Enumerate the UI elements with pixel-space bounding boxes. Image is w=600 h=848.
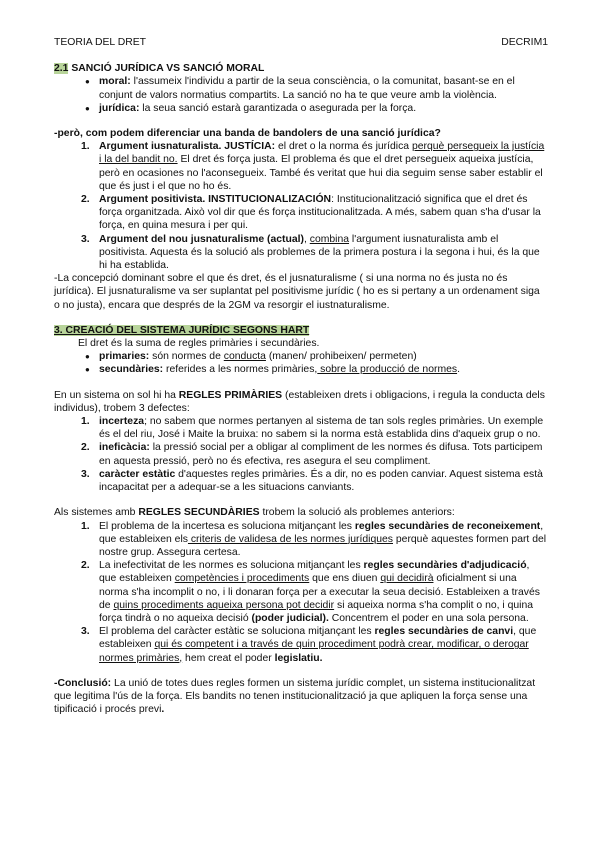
item-bold: Argument positivista. INSTITUCIONALIZACIÓN: [99, 194, 332, 206]
list-item: [81, 520, 548, 560]
list-number: 1.: [81, 520, 90, 532]
item-text: la pressió social per a obligar al compliment de les normes és difusa. Tots participem en aquesta pressió, però no és efectiva, res asegura el seu compliment.: [99, 442, 543, 467]
item-underlined: quins procediments aqueixa persona pot decidir: [113, 599, 335, 611]
sanction-types-list: [54, 75, 548, 115]
solutions-list: [54, 520, 548, 665]
item-bold: legislatiu.: [274, 652, 323, 664]
item-underlined: criteris de validesa de les normes jurídiques: [187, 533, 393, 545]
item-text: , que estableixen els: [99, 520, 544, 545]
list-item: [81, 559, 548, 625]
list-item: [81, 140, 548, 193]
para-text: La unió de totes dues regles formen un sistema jurídic complet, un sistema institucionalitzat que legitima l'ús de la força. Els bandits no tenen institucionalització ja que apliquen la força sense una tipificació i procés previ: [54, 677, 536, 716]
final-conclusion-paragraph: [54, 677, 548, 717]
term-text: (manen/ prohibeixen/ permeten): [265, 351, 417, 363]
question-text: -però, com podem diferenciar una banda de bandolers de una sanció jurídica?: [54, 128, 441, 140]
item-bold: incerteza: [99, 416, 145, 428]
section-2-1-title: [54, 62, 548, 75]
item-text: ; no sabem que normes pertanyen al sistema de tan sols regles primàries. Un exemple és el del riu, José i Maite la bruixa: no sabem si la norma està establida dins d'aqueix grup o no.: [99, 416, 544, 441]
item-text: La inefectivitat de les normes es soluciona mitjançant les: [99, 560, 364, 572]
item-text: , que estableixen: [99, 626, 537, 651]
item-text: d'aquestes regles primàries. És a dir, no es poden canviar. Aquest sistema està incapacitat per a adequar-se a les situacions canviants.: [99, 468, 543, 494]
item-underlined: competències i procediments: [174, 573, 310, 585]
list-number: 1.: [81, 141, 90, 153]
term-label: jurídica:: [99, 102, 140, 114]
item-text: hem creat el poder: [182, 652, 275, 664]
list-item: [99, 75, 548, 101]
term-label: primaries:: [99, 351, 150, 363]
item-bold: regles secundàries de reconeixement: [354, 520, 541, 532]
list-number: 3.: [81, 233, 90, 245]
header-course: TEORIA DEL DRET: [54, 37, 146, 48]
section-3-heading-text: 3. CREACIÓ DEL SISTEMA JURÍDIC SEGONS HART: [54, 324, 310, 336]
rule-types-list: [54, 350, 548, 376]
term-text: la seua sanció estarà garantizada o asegurada per la força.: [139, 102, 417, 114]
item-text: el dret o la norma és jurídica: [275, 141, 412, 153]
term-underlined: conducta: [223, 351, 266, 363]
list-number: 1.: [81, 416, 90, 428]
item-text: que ens diuen: [309, 573, 381, 585]
section-2-1-number: 2.1: [54, 63, 69, 75]
item-bold: regles secundàries d'adjudicació: [363, 560, 527, 572]
item-text: l'argument iusnaturalista amb el positivista. Aquesta és la solució als problemes de la primera postura i la segona i hui, és la que hi ha establida.: [99, 233, 540, 272]
list-item: [81, 415, 548, 441]
para-bold: REGLES SECUNDÀRIES: [138, 507, 260, 519]
term-label: moral:: [99, 76, 131, 88]
item-text: Concentrem el poder en una sola persona.: [328, 612, 529, 624]
item-underlined: qui és competent i a través de quin procediment podrà crear, modificar, o derogar normes primàries,: [99, 639, 529, 664]
section-3-intro: El dret és la suma de regles primàries i secundàries.: [78, 338, 320, 350]
term-text: .: [457, 364, 460, 376]
item-underlined: combina: [309, 233, 350, 245]
item-text: : Institucionalització significa que el dret és força organitzada. Això vol dir que és força institucionalitzada. A més, sabem quan s'ha d'usar la força, en quina mesura i per qui.: [99, 194, 541, 232]
para-text: trobem la solució als problemes anteriors:: [259, 507, 455, 519]
list-item: [81, 441, 548, 467]
item-bold: Argument del nou jusnaturalisme (actual): [99, 233, 304, 245]
item-text: , que estableixen: [99, 560, 530, 585]
secondary-rules-paragraph: [54, 506, 548, 519]
para-text: (estableixen drets i obligacions, i regula la conducta dels individus), trobem 3 defectes:: [54, 389, 545, 414]
list-number: 2.: [81, 442, 90, 454]
term-text: l'assumeix l'individu a partir de la seua consciència, o la comunitat, basant-se en el conjunt de valors normatius compartits. La sanció no ha te que veure amb la violència.: [99, 76, 515, 101]
arguments-list: [54, 140, 548, 272]
term-label: secundàries:: [99, 364, 164, 376]
list-item: [81, 625, 548, 665]
term-text: referides a les normes primàries,: [163, 364, 318, 376]
item-bold: Argument iusnaturalista. JUSTÍCIA:: [99, 141, 276, 153]
list-item: [81, 468, 548, 494]
conclusion-paragraph: -La concepció dominant sobre el que és dret, és el jusnaturalisme ( si una norma no és justa no és jurídica). El jusnaturalisme va ser suplantat pel positivisme jurídic ( ho es si pertany a un ordenament siga o no justa), encara que després de la 2GM va resorgir el iustnaturalisme.: [54, 273, 540, 311]
para-bold: REGLES PRIMÀRIES: [178, 389, 283, 401]
item-text: El dret és força justa. El problema és que el dret persegueix aqueixa justícia, però en ocasiones no l'aconsegueix. També és veritat que hui dia seguim sense saber establir el que és just i el que no ho és.: [99, 154, 543, 192]
list-number: 2.: [81, 194, 90, 206]
item-text: El problema del caràcter estàtic se soluciona mitjançant les: [99, 626, 375, 638]
item-text: si aqueixa norma s'ha complit o no, i quina força tindrà o no aqueixa decisió: [99, 599, 534, 624]
item-text: El problema de la incertesa es soluciona mitjançant les: [99, 520, 355, 532]
term-text: són normes de: [149, 351, 224, 363]
item-text: ,: [303, 233, 310, 245]
list-number: 3.: [81, 468, 90, 480]
item-underlined: perquè persegueix la justícia i la del bandit no.: [99, 141, 545, 166]
conclusion-label: -Conclusió:: [54, 677, 112, 689]
list-item: [99, 102, 548, 115]
term-underlined: sobre la producció de normes: [317, 364, 458, 376]
item-text: perquè aquestes formen part del nostre grup. Assegura certesa.: [99, 533, 547, 558]
page-header: [54, 36, 548, 49]
para-text: Als sistemes amb: [54, 507, 139, 519]
item-bold: caràcter estàtic: [99, 468, 176, 480]
para-text: En un sistema on sol hi ha: [54, 389, 179, 401]
para-bold: .: [161, 704, 165, 716]
list-item: [81, 233, 548, 273]
list-item: [81, 193, 548, 233]
question-paragraph: [54, 127, 548, 140]
primary-rules-paragraph: [54, 389, 548, 415]
item-bold: (poder judicial).: [251, 612, 329, 624]
list-item: [99, 350, 548, 363]
list-number: 2.: [81, 560, 90, 572]
section-2-1-heading-text: SANCIÓ JURÍDICA VS SANCIÓ MORAL: [68, 63, 265, 75]
header-code: DECRIM1: [501, 37, 548, 48]
item-text: oficialment si una norma s'ha incomplit o no, i li donaran força per a executar la seua decisió. Estableixen a través de: [99, 573, 540, 611]
item-underlined: qui decidirà: [380, 573, 434, 585]
item-bold: ineficàcia:: [99, 442, 150, 454]
defects-list: [54, 415, 548, 494]
item-bold: regles secundàries de canvi: [374, 626, 514, 638]
list-number: 3.: [81, 626, 90, 638]
list-item: [99, 363, 548, 376]
section-3-title: [54, 324, 548, 337]
